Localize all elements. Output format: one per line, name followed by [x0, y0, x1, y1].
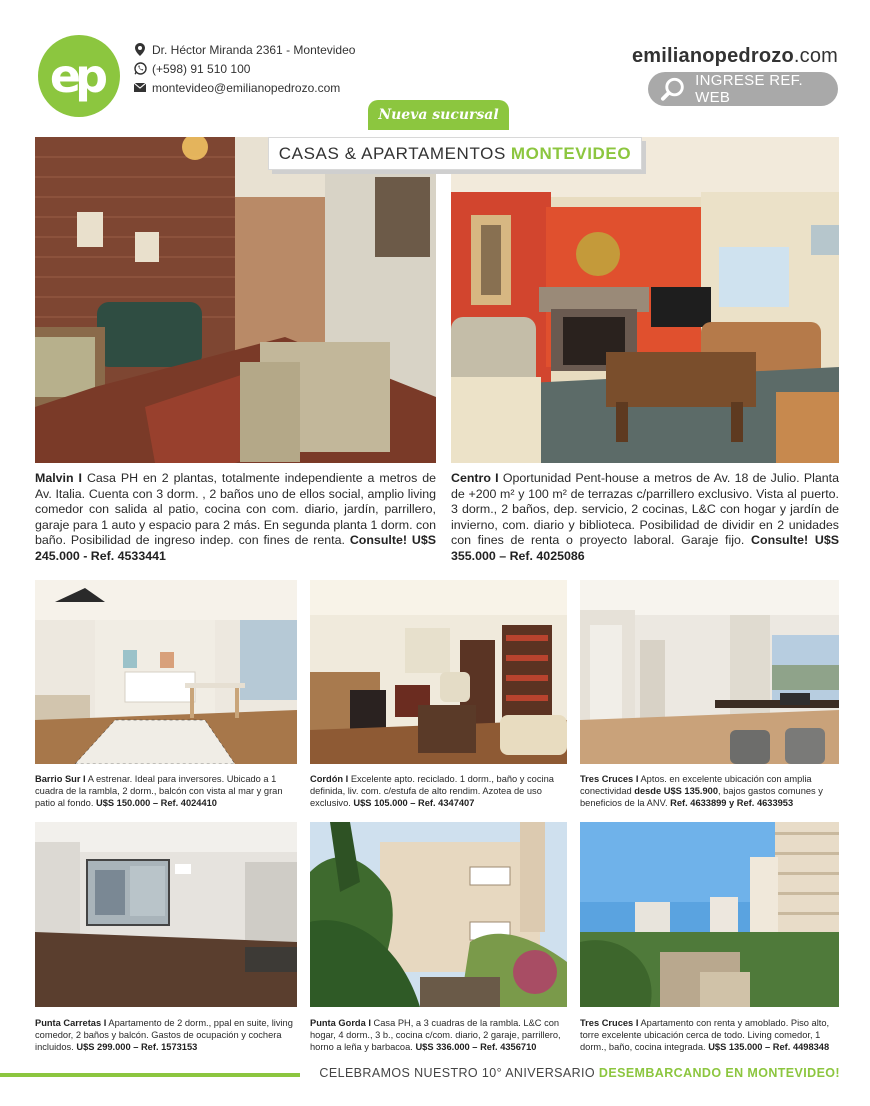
- section-title-text: CASAS & APARTAMENTOS: [278, 143, 506, 163]
- address-row: [133, 40, 393, 59]
- listing-zone: Barrio Sur I: [35, 774, 86, 784]
- listing-zone: Cordón I: [310, 774, 349, 784]
- brand-logo[interactable]: [38, 35, 120, 117]
- site-name: emilianopedrozo: [631, 45, 794, 67]
- listing-text: Casa PH, a 3 cuadras de la rambla. L&C con hogar, 4 dorm., 3 b., cocina c/com. diario, 2 garaje, parrillero, horno a leña y barbacoa.: [310, 1018, 561, 1053]
- email-text: montevideo@emilianopedrozo.com: [152, 80, 341, 95]
- listing-price: U$S 135.000 – Ref. 4498348: [708, 1042, 830, 1053]
- photo-tres-cruces-1[interactable]: [580, 580, 839, 764]
- phone-row[interactable]: [133, 59, 393, 78]
- section-title-highlight: MONTEVIDEO: [510, 143, 632, 163]
- photo-barrio-sur[interactable]: [35, 580, 297, 764]
- footer-text: CELEBRAMOS NUESTRO 10° ANIVERSARIO: [319, 1066, 596, 1080]
- listing-caption-centro: [451, 471, 839, 565]
- listing-caption-punta-gorda: [310, 1017, 568, 1054]
- footer-banner: [319, 1066, 840, 1080]
- listing-zone: Punta Gorda I: [310, 1018, 371, 1028]
- listing-caption-barrio-sur: [35, 773, 299, 810]
- listing-price: Consulte! U$S 245.000 - Ref. 4533441: [35, 533, 436, 563]
- photo-punta-carretas[interactable]: [35, 822, 297, 1007]
- listing-price: U$S 299.000 – Ref. 1573153: [76, 1042, 198, 1053]
- section-title: [268, 137, 642, 170]
- phone-text: (+598) 91 510 100: [152, 61, 251, 76]
- photo-centro[interactable]: [451, 137, 839, 463]
- listing-price: U$S 150.000 – Ref. 4024410: [96, 798, 217, 809]
- site-domain: .com: [793, 45, 838, 67]
- contact-info: [133, 40, 393, 97]
- listing-price: U$S 105.000 – Ref. 4347407: [353, 798, 475, 809]
- listing-caption-punta-carretas: [35, 1017, 299, 1054]
- listing-price: Ref. 4633899 y Ref. 4633953: [670, 798, 794, 809]
- listing-price: U$S 336.000 – Ref. 4356710: [415, 1042, 537, 1053]
- listing-text: Oportunidad Pent-house a metros de Av. 18 de Julio. Planta de +200 m² y 100 m² de terrazas c/parrillero exclusivo. Vista al puerto. 3 dorm., 2 baños, dep. servicio, 2 cocinas, L&C con hogar y jardín de invierno, com. diario y biblioteca. Posibilidad de dividir en 2 unidades con fines de renta o proyecto laboral. Garaje fijo.: [451, 471, 839, 548]
- photo-tres-cruces-2[interactable]: [580, 822, 839, 1007]
- listing-caption-tres-cruces-1: [580, 773, 842, 810]
- search-icon: [660, 75, 687, 103]
- new-branch-ribbon: Nueva sucursal: [368, 100, 509, 130]
- mail-icon: [133, 81, 147, 95]
- email-row[interactable]: [133, 78, 393, 97]
- whatsapp-icon: [133, 62, 147, 76]
- listing-text: Casa PH en 2 plantas, totalmente independiente a metros de Av. Italia. Cuenta con 3 dorm. , 2 baños uno de ellos social, amplio living comedor con salida al patio, cocina con com. diario, jardín, parrillero, garaje para 1 auto y espacio para 2 más. En segunda planta 1 dorm. con baño. Posibilidad de ingreso indep. con fines de renta.: [35, 471, 437, 548]
- listing-zone: Tres Cruces I: [580, 1018, 639, 1028]
- ref-search-button[interactable]: [648, 72, 838, 106]
- listing-text: Aptos. en excelente ubicación con amplia conectividad: [580, 774, 812, 797]
- listing-text: Excelente apto. reciclado. 1 dorm., baño y cocina definida, liv. com. c/estufa de alto rendim. Azotea de uso exclusivo.: [310, 774, 554, 809]
- listing-text-after: , bajos gastos comunes y beneficios de la ANV.: [580, 786, 823, 809]
- logo-text: ep: [49, 49, 103, 103]
- ref-button-label: INGRESE REF. WEB: [695, 72, 803, 106]
- footer-divider: [0, 1073, 300, 1077]
- listing-price: Consulte! U$S 355.000 – Ref. 4025086: [451, 533, 839, 563]
- listing-zone: Tres Cruces I: [580, 774, 639, 784]
- listing-caption-tres-cruces-2: [580, 1017, 842, 1054]
- listing-zone: Malvin I: [35, 471, 82, 485]
- listing-caption-malvin: [35, 471, 436, 565]
- photo-cordon[interactable]: [310, 580, 567, 764]
- listing-text: Apartamento con renta y amoblado. Piso alto, torre excelente ubicación cerca de todo. Living comedor, 1 dorm., baño, cocina integrada.: [580, 1018, 830, 1053]
- website-name[interactable]: [632, 45, 838, 68]
- map-pin-icon: [133, 43, 147, 57]
- listing-text-bold: desde U$S 135.900: [634, 786, 719, 797]
- listing-caption-cordon: [310, 773, 567, 810]
- photo-punta-gorda[interactable]: [310, 822, 567, 1007]
- listing-zone: Centro I: [451, 471, 499, 485]
- photo-malvin[interactable]: [35, 137, 436, 463]
- listing-text: Apartamento de 2 dorm., ppal en suite, living comedor, 2 baños y balcón. Gastos de ocupación y cochera incluidos.: [35, 1018, 293, 1053]
- address-text: Dr. Héctor Miranda 2361 - Montevideo: [152, 42, 356, 57]
- listing-zone: Punta Carretas I: [35, 1018, 107, 1028]
- listing-text: A estrenar. Ideal para inversores. Ubicado a 1 cuadra de la rambla, 2 dorm., balcón con vista al mar y gran patio al fondo.: [35, 774, 283, 809]
- footer-highlight: DESEMBARCANDO EN MONTEVIDEO!: [598, 1066, 840, 1080]
